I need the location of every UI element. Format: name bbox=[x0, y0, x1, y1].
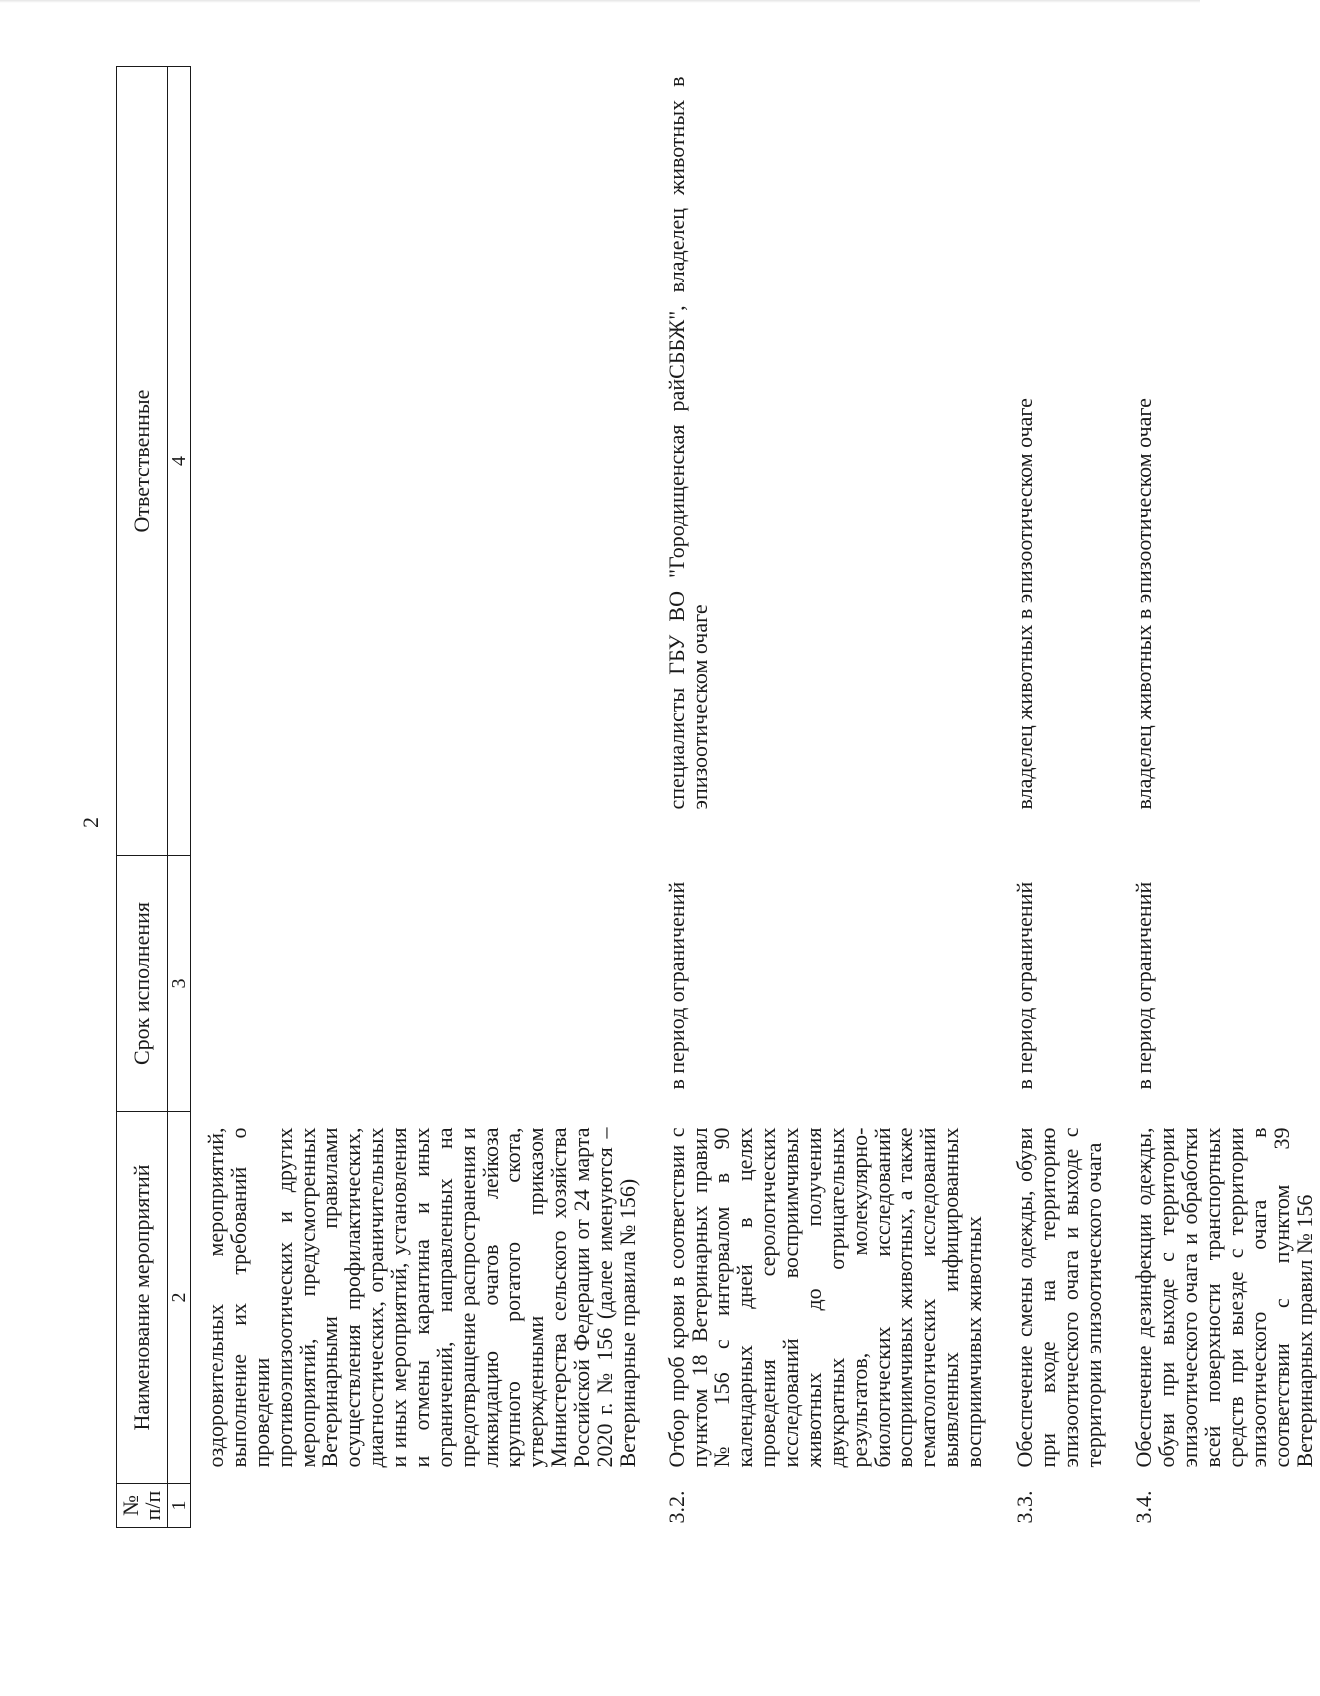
measure-responsible: владелец животных в эпизоотическом очаге bbox=[1131, 398, 1157, 810]
header-name: Наименование мероприятий bbox=[117, 1112, 168, 1484]
table-header bbox=[117, 67, 191, 1528]
table-row bbox=[191, 67, 662, 1528]
measure-term bbox=[191, 856, 662, 1112]
column-number-2: 2 bbox=[168, 1112, 191, 1484]
table-row bbox=[1010, 67, 1130, 1528]
header-term: Срок исполнения bbox=[117, 856, 168, 1112]
table-row bbox=[662, 67, 1010, 1528]
measure-name: оздоровительных мероприятий, выполнение их требований о проведении противоэпизоотических и других мероприятий, предусмотренных Ветеринарными правилами осуществления профилактических, диагностических, ограничительных и иных мероприятий, установления и отмены карантина и иных ограничений, направленных на предотвращение распространения и ликвидацию очагов лейкоза крупного рогатого скота, утвержденными приказом Министерства сельского хозяйства Российской Федерации от 24 марта 2020 г. № 156 (далее именуются – Ветеринарные правила № 156) bbox=[203, 1127, 640, 1468]
measure-term: в период ограничений bbox=[663, 881, 689, 1090]
measure-responsible: владелец животных в эпизоотическом очаге bbox=[1011, 398, 1037, 810]
measure-name: Обеспечение смены одежды, обуви при входе на территорию эпизоотического очага и выходе с территории эпизоотического очага bbox=[1011, 1127, 1106, 1468]
measures-table bbox=[116, 66, 1320, 1528]
column-number-1: 1 bbox=[168, 1484, 191, 1528]
header-number: № п/п bbox=[117, 1484, 168, 1528]
measure-name: Отбор проб крови в соответствии с пунктом 18 Ветеринарных правил № 156 с интервалом в 90 календарных дней в целях проведения серологических исследований восприимчивых животных до получения двукратных отрицательных результатов, молекулярно-биологических исследований восприимчивых животных, а также гематологических исследований выявленных инфицированных восприимчивых животных bbox=[663, 1127, 986, 1468]
measure-responsible bbox=[191, 67, 662, 856]
column-number-4: 4 bbox=[168, 67, 191, 856]
row-number: 3.2. bbox=[663, 1490, 689, 1524]
page-number: 2 bbox=[78, 817, 103, 828]
row-number bbox=[191, 1484, 662, 1528]
measure-term: в период ограничений bbox=[1131, 881, 1157, 1090]
row-number: 3.3. bbox=[1011, 1490, 1037, 1524]
column-number-3: 3 bbox=[168, 856, 191, 1112]
measure-name: Обеспечение дезинфекции одежды, обуви при выходе с территории эпизоотического очага и обработки всей поверхности транспортных средств при выезде с территории эпизоотического очага в соответствии с пунктом 39 Ветеринарных правил № 156 bbox=[1131, 1127, 1317, 1468]
measure-term: в период ограничений bbox=[1011, 881, 1037, 1090]
row-number: 3.4. bbox=[1131, 1490, 1157, 1524]
header-responsible: Ответственные bbox=[117, 67, 168, 856]
table-row bbox=[1129, 67, 1320, 1528]
measure-responsible: специалисты ГБУ ВО "Городищенская райСББЖ", владелец животных в эпизоотическом очаге bbox=[663, 76, 712, 810]
